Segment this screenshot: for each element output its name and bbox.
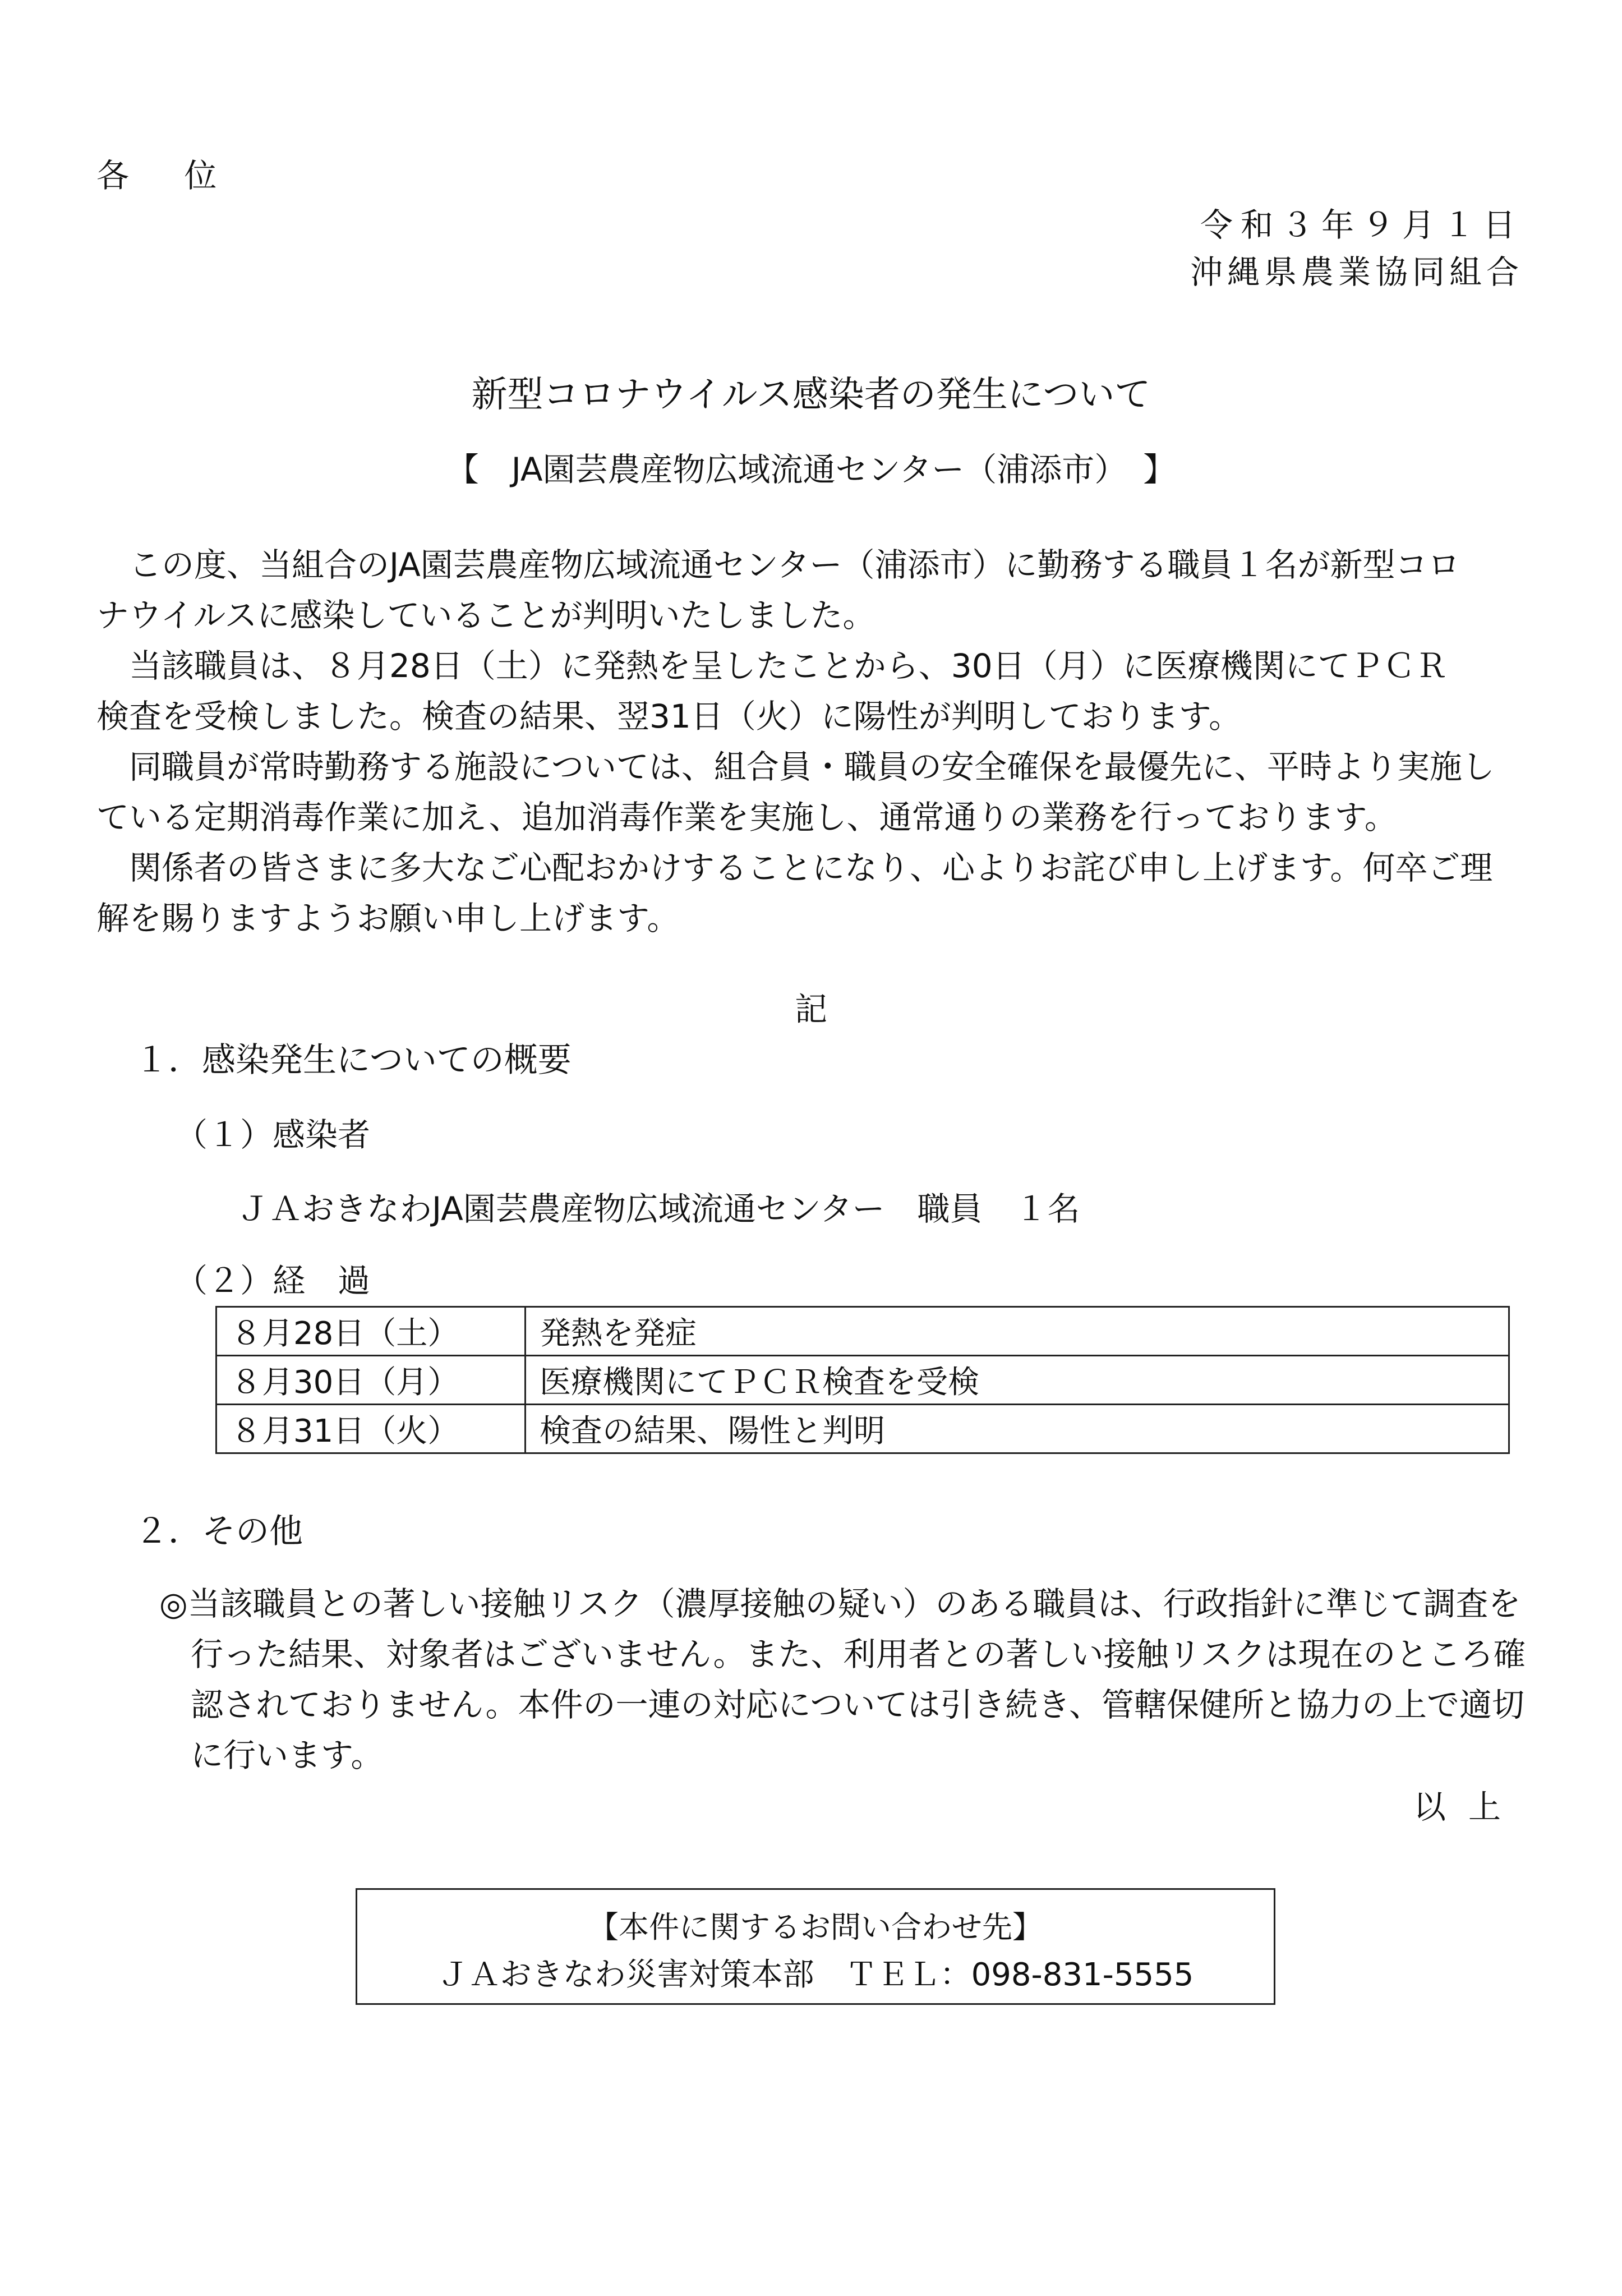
section2-line: 認されておりません。本件の一連の対応については引き続き、管轄保健所と協力の上で適切 [191, 1686, 1525, 1724]
ki-marker: 記 [794, 990, 827, 1028]
table-row [216, 1307, 1509, 1356]
contact-phone: ＪＡおきなわ災害対策本部 ＴＥＬ：098-831-5555 [437, 1957, 1194, 1993]
timeline-label: （２）経 過 [175, 1262, 371, 1300]
timeline-date: ８月30日（月） [216, 1356, 526, 1405]
section2-heading: ２．その他 [135, 1512, 303, 1551]
timeline-table [215, 1306, 1510, 1454]
section2-line: に行います。 [191, 1736, 384, 1774]
body-line: 当該職員は、８月28日（土）に発熱を呈したことから、30日（月）に医療機関にてＰＣＲ [96, 647, 1448, 685]
body-line: 関係者の皆さまに多大なご心配おかけすることになり、心よりお詫び申し上げます。何卒ご理 [96, 849, 1493, 887]
section2-line: ◎当該職員との著しい接触リスク（濃厚接触の疑い）のある職員は、行政指針に準じて調査を [159, 1585, 1521, 1623]
section1-heading: １．感染発生についての概要 [135, 1041, 572, 1080]
body-line: ている定期消毒作業に加え、追加消毒作業を実施し、通常通りの業務を行っております。 [96, 798, 1397, 836]
timeline-event: 検査の結果、陽性と判明 [526, 1405, 1509, 1453]
body-line: この度、当組合のJA園芸農産物広域流通センター（浦添市）に勤務する職員１名が新型コロ [96, 546, 1460, 584]
body-line: 同職員が常時勤務する施設については、組合員・職員の安全確保を最優先に、平時より実施し [96, 748, 1495, 786]
issuer-name: 沖縄県農業協同組合 [1190, 253, 1523, 291]
document-title: 新型コロナウイルス感染者の発生について [471, 374, 1151, 416]
issue-date: 令和３年９月１日 [1200, 206, 1523, 244]
infected-detail: ＪＡおきなわJA園芸農産物広域流通センター 職員 １名 [237, 1190, 1080, 1228]
table-row [216, 1356, 1509, 1405]
contact-box [356, 1888, 1275, 2005]
recipient: 各 位 [96, 157, 239, 195]
body-line: 解を賜りますようお願い申し上げます。 [96, 899, 680, 937]
body-line: ナウイルスに感染していることが判明いたしました。 [96, 596, 875, 634]
timeline-date: ８月31日（火） [216, 1405, 526, 1453]
section2-line: 行った結果、対象者はございません。また、利用者との著しい接触リスクは現在のところ確 [191, 1635, 1526, 1673]
table-row [216, 1405, 1509, 1453]
timeline-event: 医療機関にてＰＣＲ検査を受検 [526, 1356, 1509, 1405]
contact-heading: 【本件に関するお問い合わせ先】 [588, 1910, 1043, 1945]
timeline-event: 発熱を発症 [526, 1307, 1509, 1356]
timeline-date: ８月28日（土） [216, 1307, 526, 1356]
infected-label: （１）感染者 [175, 1116, 371, 1154]
document-subtitle: 【 JA園芸農産物広域流通センター（浦添市） 】 [446, 450, 1176, 489]
closing-mark: 以上 [1413, 1788, 1523, 1826]
body-line: 検査を受検しました。検査の結果、翌31日（火）に陽性が判明しております。 [96, 697, 1242, 735]
